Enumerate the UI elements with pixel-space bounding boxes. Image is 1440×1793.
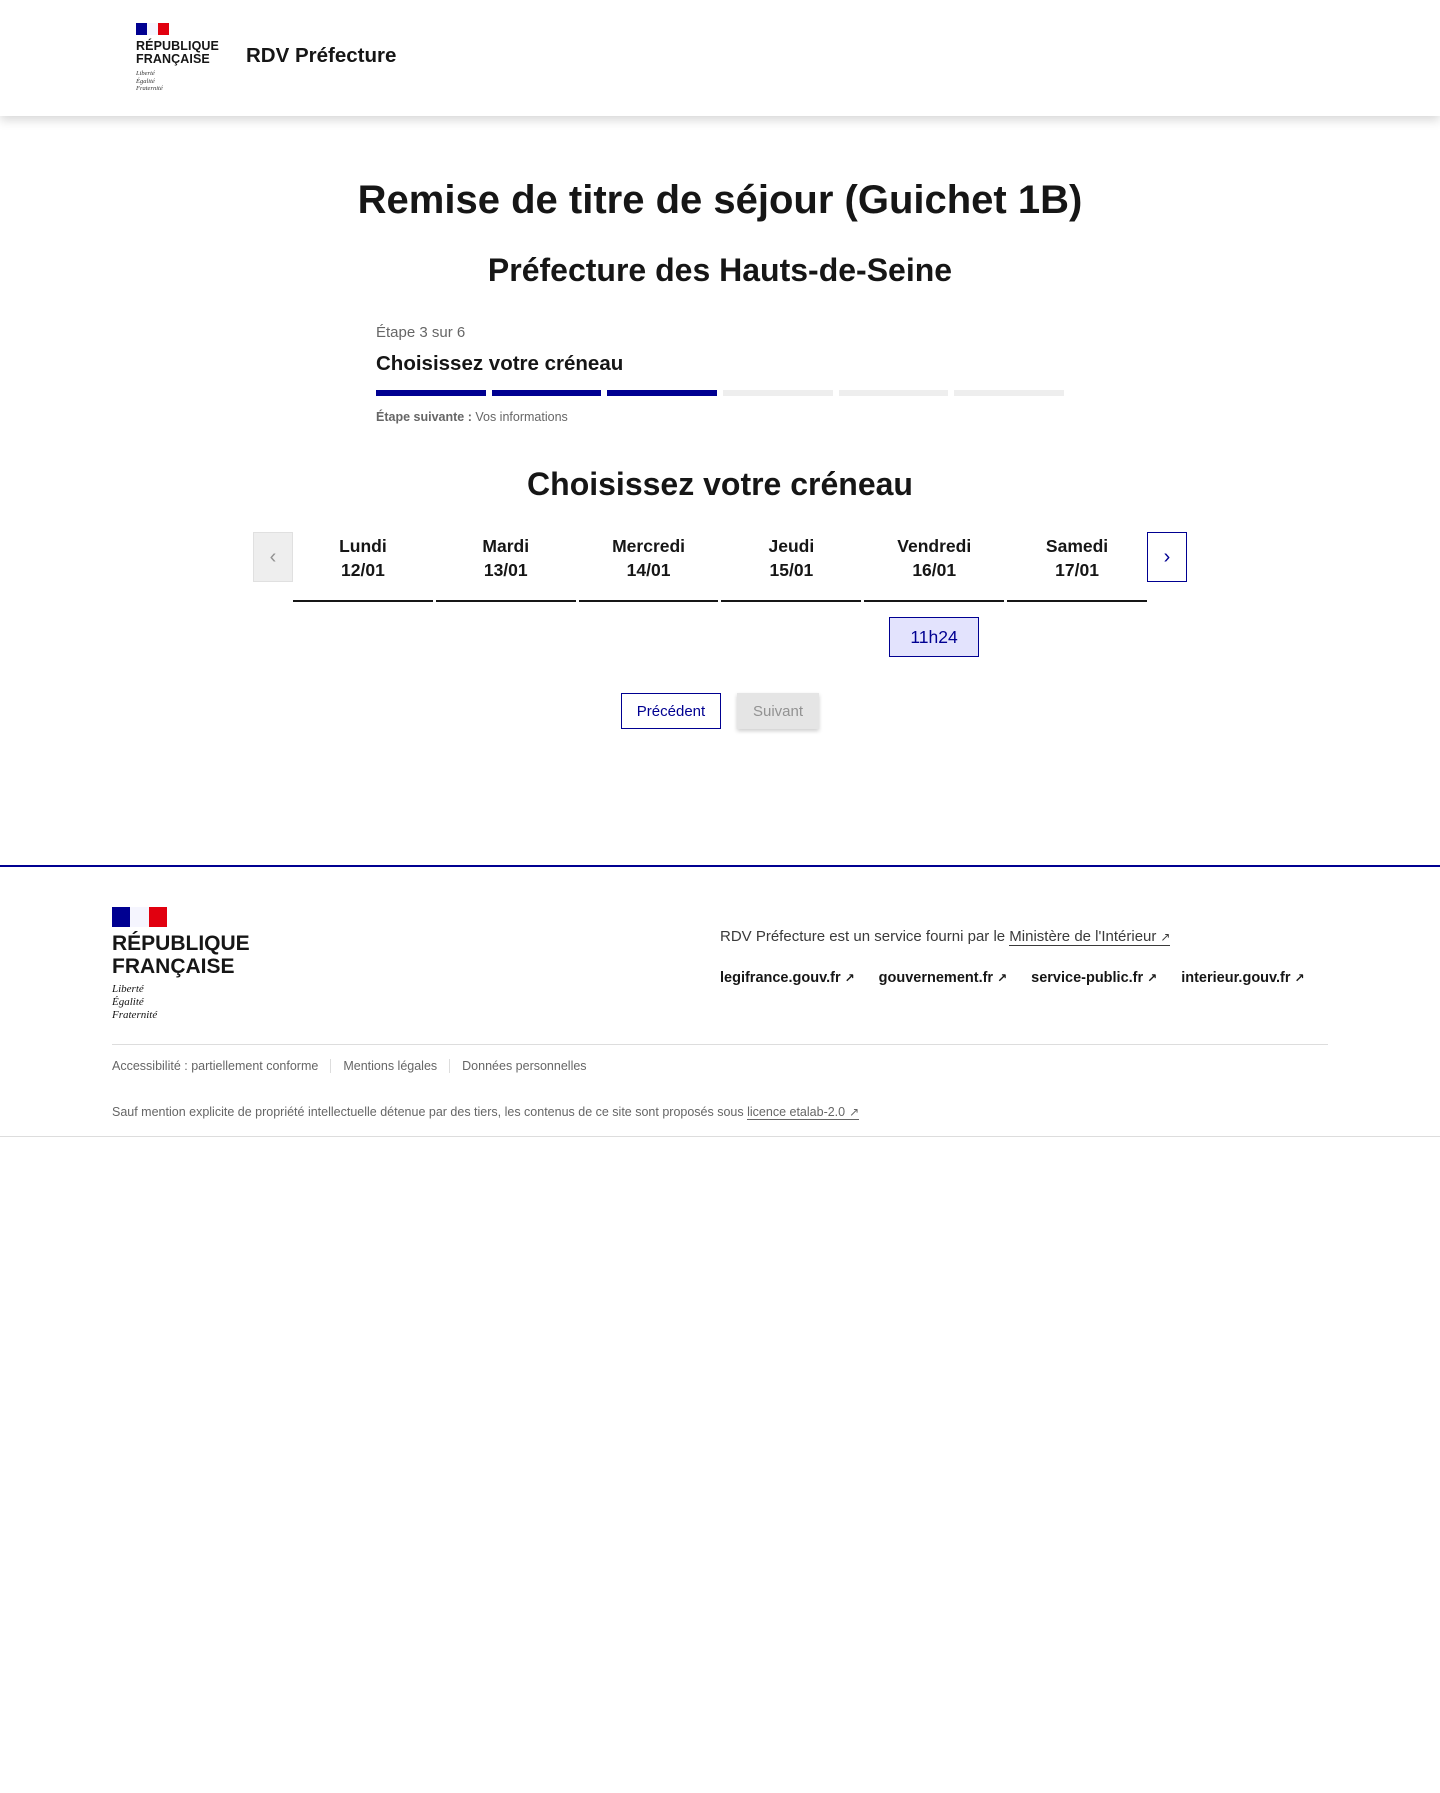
- link-text: gouvernement.fr: [878, 970, 994, 986]
- link-text: service-public.fr: [1031, 970, 1144, 986]
- footer-logo-motto: [112, 983, 272, 1022]
- footer-divider: [112, 1044, 1328, 1045]
- footer-link-legifrance[interactable]: [720, 970, 855, 986]
- motto-line: Liberté: [112, 983, 144, 995]
- day-name: Mercredi: [612, 536, 686, 556]
- external-link-icon: ↗: [1294, 971, 1305, 985]
- logo-text: [136, 39, 219, 66]
- footer-license: [112, 1105, 859, 1119]
- link-text: interieur.gouv.fr: [1181, 970, 1291, 986]
- external-link-icon: ↗: [1160, 930, 1171, 944]
- external-link-icon: ↗: [849, 1105, 860, 1119]
- step-next-label: Étape suivante :: [376, 410, 472, 424]
- step-progress-bars: [376, 390, 1064, 396]
- step-progress-segment: [607, 390, 717, 396]
- day-column: [721, 532, 861, 602]
- footer-description: [720, 928, 1170, 945]
- motto-line: Fraternité: [136, 85, 163, 92]
- license-text: Sauf mention explicite de propriété intellectuelle détenue par des tiers, les contenus de ce site sont proposés sous: [112, 1105, 744, 1119]
- link-text: legifrance.gouv.fr: [720, 970, 841, 986]
- footer-link-interieur[interactable]: [1181, 970, 1304, 986]
- accessibility-link[interactable]: Accessibilité : partiellement conforme: [112, 1059, 319, 1073]
- day-date: 12/01: [341, 560, 385, 580]
- site-footer: [0, 865, 1440, 1137]
- motto-line: Liberté: [136, 70, 155, 77]
- legal-notice-link[interactable]: Mentions légales: [330, 1059, 449, 1073]
- link-text: licence etalab-2.0: [747, 1105, 846, 1119]
- marianne-flag-icon: [136, 23, 169, 35]
- page-subtitle: Préfecture des Hauts-de-Seine: [487, 252, 953, 288]
- day-name: Samedi: [1045, 536, 1109, 556]
- day-date: 14/01: [626, 560, 671, 580]
- step-progress-segment: [723, 390, 833, 396]
- step-progress-segment: [376, 390, 486, 396]
- external-link-icon: ↗: [1147, 971, 1158, 985]
- day-name: Lundi: [339, 536, 387, 556]
- license-link[interactable]: [747, 1105, 859, 1120]
- day-date: 17/01: [1055, 560, 1099, 580]
- day-column: [293, 532, 433, 602]
- motto-line: Fraternité: [112, 1009, 158, 1021]
- step-progress-segment: [492, 390, 602, 396]
- link-text: Ministère de l'Intérieur: [1009, 928, 1157, 945]
- day-date: 16/01: [912, 560, 957, 580]
- personal-data-link[interactable]: Données personnelles: [449, 1059, 598, 1073]
- site-header: [0, 0, 1440, 116]
- previous-button[interactable]: Précédent: [621, 693, 721, 729]
- logo-motto: [136, 70, 216, 93]
- previous-week-button[interactable]: [253, 532, 293, 582]
- footer-bottom-links: [112, 1059, 599, 1073]
- logo-line: RÉPUBLIQUE: [112, 932, 250, 955]
- day-column: [436, 532, 576, 602]
- time-slot-button[interactable]: 11h24: [889, 617, 979, 657]
- day-name: Vendredi: [897, 536, 972, 556]
- slot-section-title: Choisissez votre créneau: [527, 466, 913, 502]
- day-column: [1007, 532, 1147, 602]
- footer-link-gouvernement[interactable]: [879, 970, 1007, 986]
- motto-line: Égalité: [136, 77, 155, 85]
- day-name: Mardi: [482, 536, 530, 556]
- page-title: Remise de titre de séjour (Guichet 1B): [357, 178, 1083, 222]
- footer-description-text: RDV Préfecture est un service fourni par le: [720, 928, 1006, 945]
- day-name: Jeudi: [768, 536, 815, 556]
- ministere-interieur-link[interactable]: [1009, 928, 1170, 946]
- footer-link-service-public[interactable]: [1031, 970, 1157, 986]
- day-date: 15/01: [769, 560, 814, 580]
- republique-francaise-logo[interactable]: [136, 23, 219, 93]
- motto-line: Égalité: [112, 996, 144, 1008]
- step-next: [376, 410, 1064, 424]
- next-week-button[interactable]: [1147, 532, 1187, 582]
- next-button[interactable]: Suivant: [737, 693, 819, 729]
- chevron-right-icon: ›: [1163, 545, 1171, 568]
- footer-partner-links: [720, 970, 1305, 986]
- marianne-flag-icon: [112, 907, 167, 927]
- step-progress-segment: [954, 390, 1064, 396]
- logo-line: RÉPUBLIQUE: [136, 39, 219, 53]
- logo-line: FRANÇAISE: [136, 52, 210, 66]
- step-title: Choisissez votre créneau: [376, 352, 624, 375]
- days-header: [293, 532, 1147, 602]
- day-column: [864, 532, 1004, 602]
- footer-republique-francaise-logo[interactable]: [112, 907, 272, 1022]
- stepper: [376, 324, 1064, 424]
- day-column: [579, 532, 719, 602]
- external-link-icon: ↗: [844, 971, 855, 985]
- logo-line: FRANÇAISE: [112, 954, 235, 978]
- footer-logo-text: [112, 933, 272, 978]
- external-link-icon: ↗: [997, 971, 1008, 985]
- step-state: Étape 3 sur 6: [376, 324, 466, 341]
- chevron-left-icon: ‹: [269, 545, 277, 568]
- day-date: 13/01: [483, 560, 528, 580]
- step-next-value: Vos informations: [475, 410, 568, 424]
- step-progress-segment: [839, 390, 949, 396]
- service-name-link[interactable]: RDV Préfecture: [246, 44, 397, 67]
